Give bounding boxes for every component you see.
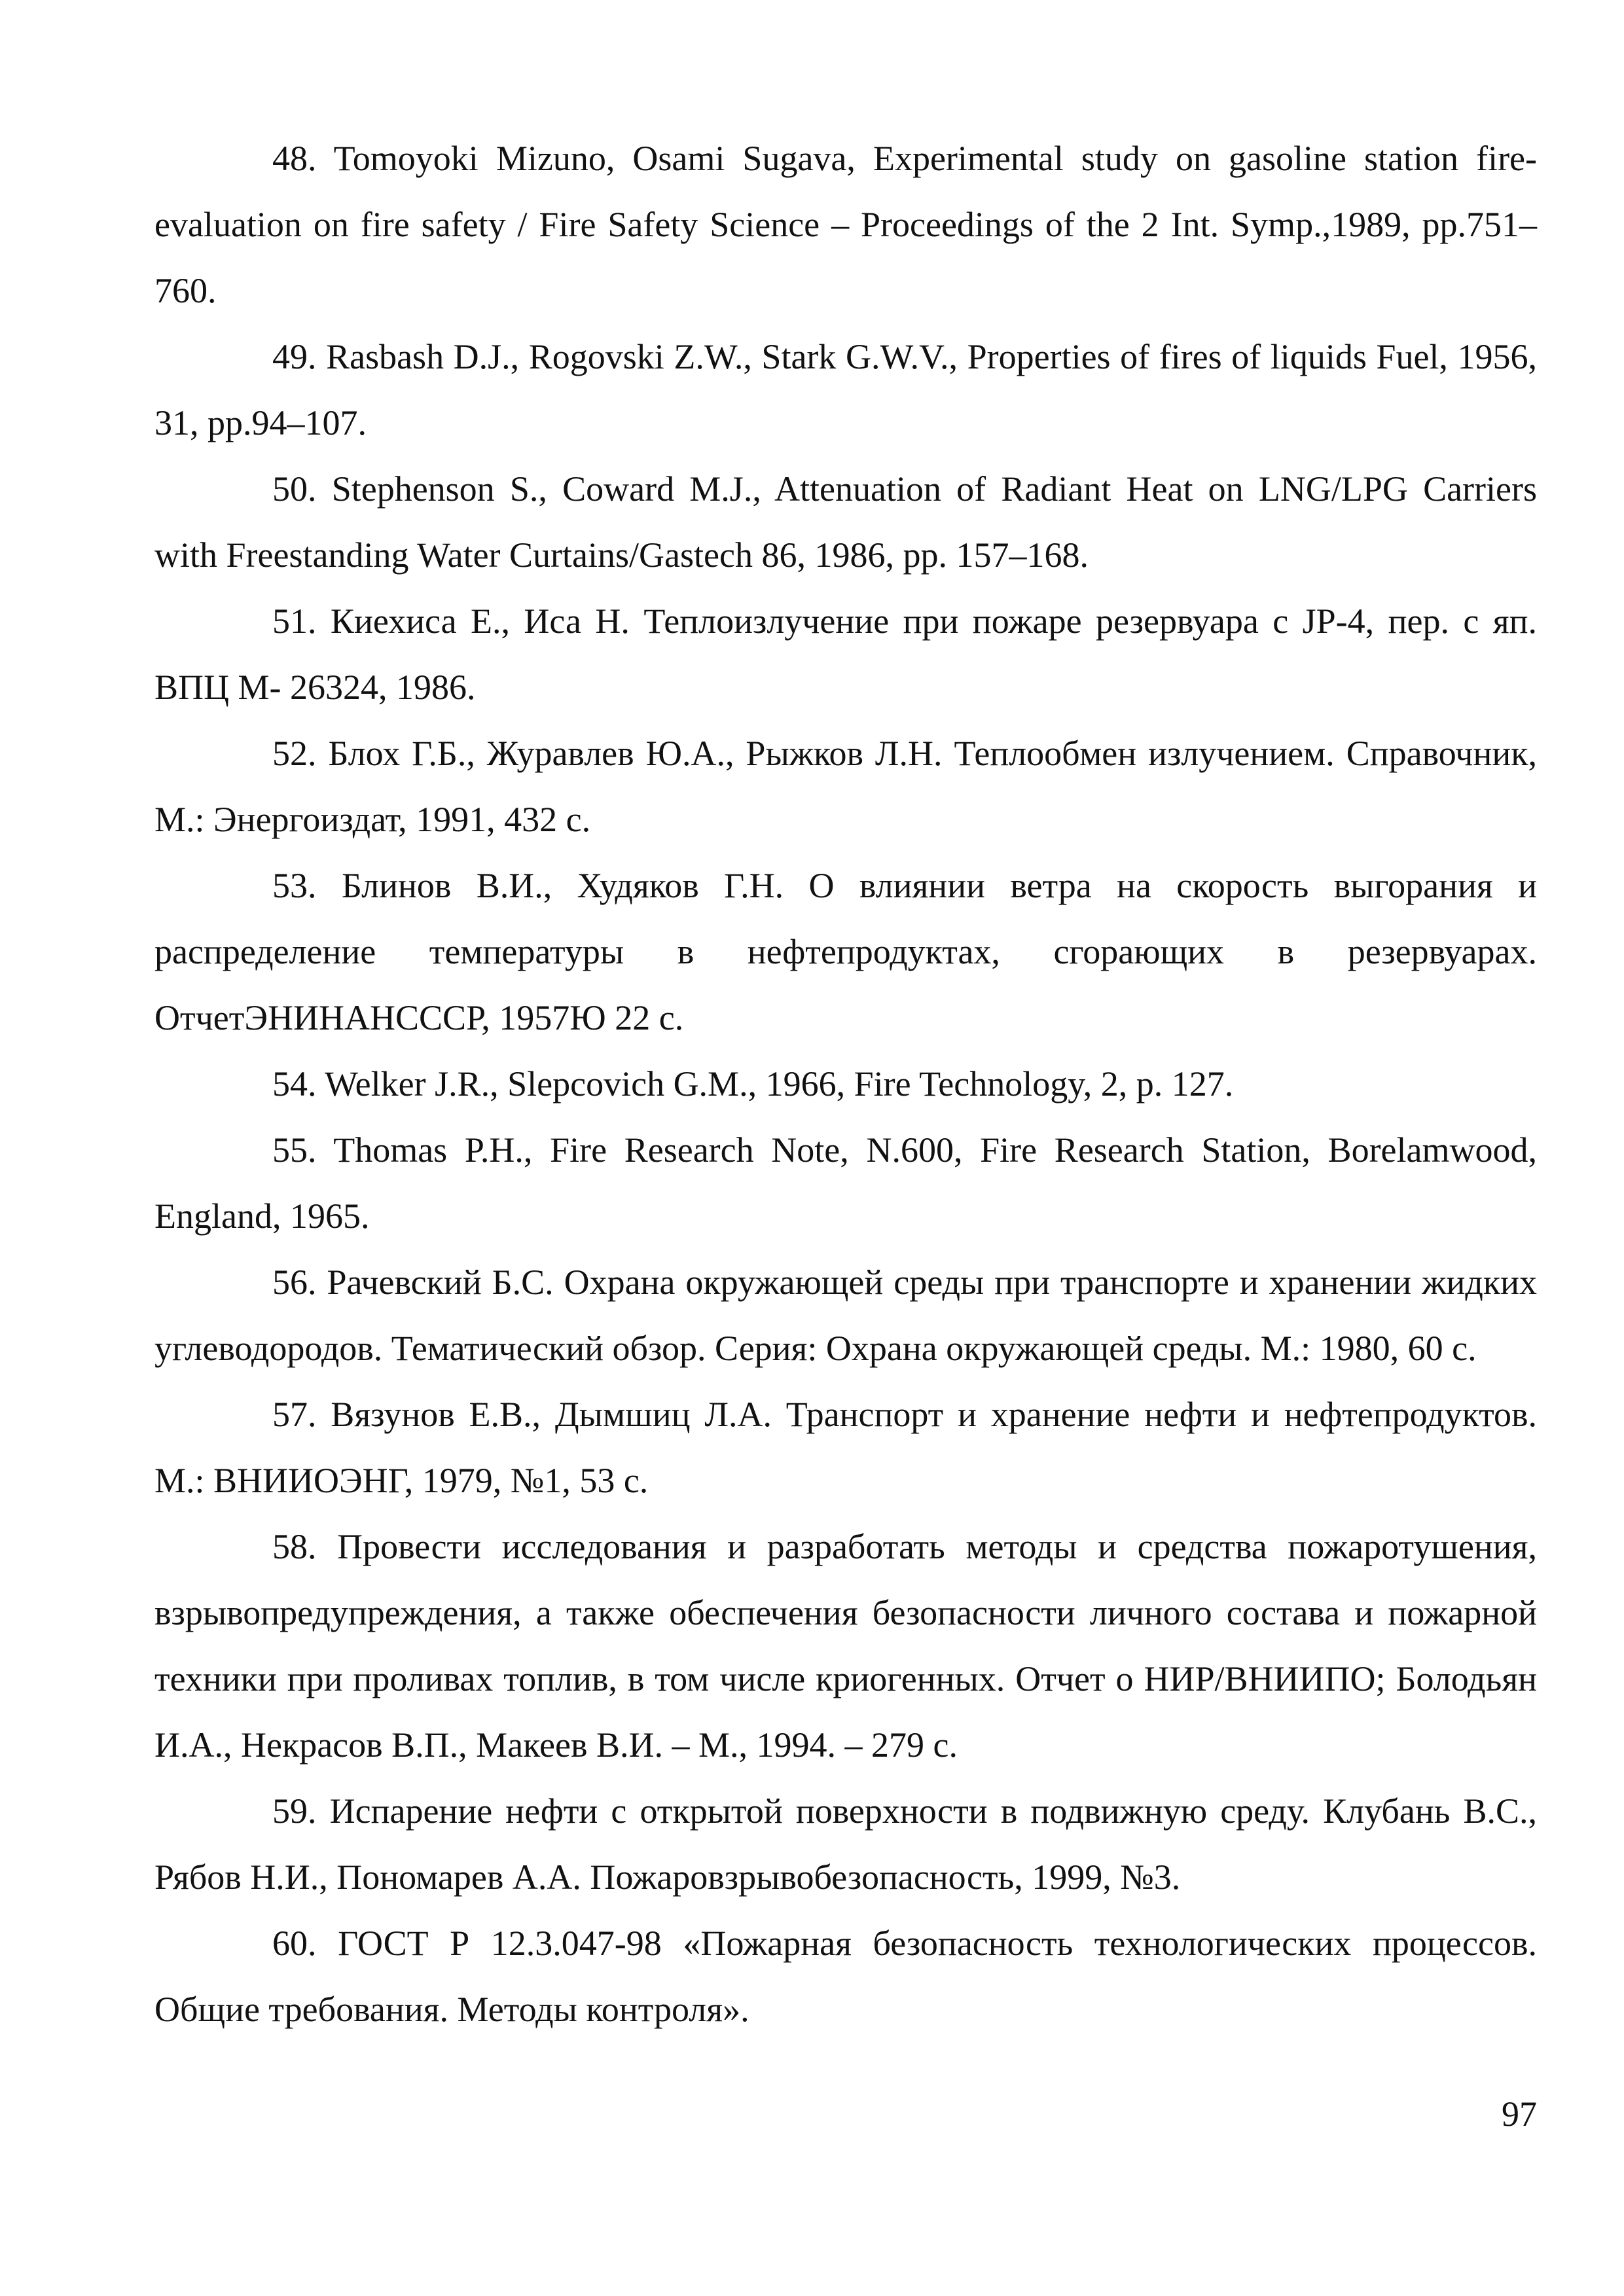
reference-item-48: 48. Tomoyoki Mizuno, Osami Sugava, Experimental study on gasoline station fire-evaluation on fire safety / Fire Safety Science – Proceedings of the 2 Int. Symp.,1989, pp.751–760. (154, 139, 1537, 310)
reference-item-51: 51. Киехиса Е., Иса Н. Теплоизлучение при пожаре резервуара с JP-4, пер. с яп. ВПЦ М- 26324, 1986. (154, 601, 1537, 707)
reference-item-58: 58. Провести исследования и разработать методы и средства пожаротушения, взрывопредупреждения, а также обеспечения безопасности личного состава и пожарной техники при проливах топлив, в том числе криогенных. Отчет о НИР/ВНИИПО; Болодьян И.А., Некрасов В.П., Макеев В.И. – М., 1994. – 279 с. (154, 1527, 1537, 1765)
reference-item-49: 49. Rasbash D.J., Rogovski Z.W., Stark G.W.V., Properties of fires of liquids Fuel, 1956, 31, pp.94–107. (154, 337, 1537, 442)
page-number: 97 (1502, 2094, 1537, 2134)
reference-item-53: 53. Блинов В.И., Худяков Г.Н. О влиянии ветра на скорость выгорания и распределение температуры в нефтепродуктах, сгорающих в резервуарах. ОтчетЭНИНАНСССР, 1957Ю 22 с. (154, 866, 1537, 1037)
reference-item-55: 55. Thomas P.H., Fire Research Note, N.600, Fire Research Station, Borelamwood, England, 1965. (154, 1130, 1537, 1236)
reference-item-50: 50. Stephenson S., Coward M.J., Attenuation of Radiant Heat on LNG/LPG Carriers with Freestanding Water Curtains/Gastech 86, 1986, pp. 157–168. (154, 469, 1537, 575)
reference-item-56: 56. Рачевский Б.С. Охрана окружающей среды при транспорте и хранении жидких углеводородов. Тематический обзор. Серия: Охрана окружающей среды. М.: 1980, 60 с. (154, 1263, 1537, 1368)
reference-item-57: 57. Вязунов Е.В., Дымшиц Л.А. Транспорт и хранение нефти и нефтепродуктов. М.: ВНИИОЭНГ, 1979, №1, 53 с. (154, 1395, 1537, 1500)
reference-item-60: 60. ГОСТ Р 12.3.047-98 «Пожарная безопасность технологических процессов. Общие требования. Методы контроля». (154, 1924, 1537, 2029)
reference-item-52: 52. Блох Г.Б., Журавлев Ю.А., Рыжков Л.Н. Теплообмен излучением. Справочник, М.: Энергоиздат, 1991, 432 с. (154, 734, 1537, 839)
reference-item-54: 54. Welker J.R., Slepcovich G.M., 1966, Fire Technology, 2, p. 127. (272, 1064, 1234, 1103)
reference-list (154, 126, 1537, 2043)
reference-item-59: 59. Испарение нефти с открытой поверхности в подвижную среду. Клубань В.С., Рябов Н.И., Пономарев А.А. Пожаровзрывобезопасность, 1999, №3. (154, 1791, 1537, 1897)
